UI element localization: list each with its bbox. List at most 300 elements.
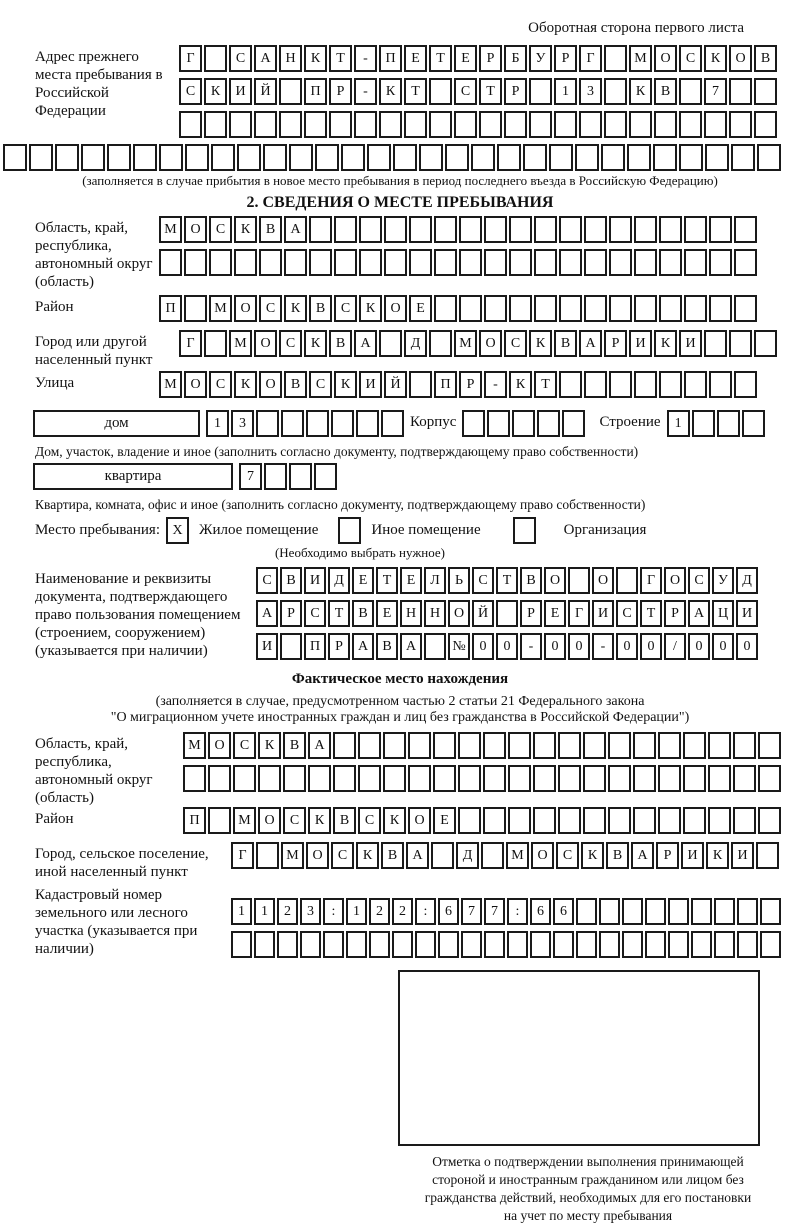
char-cell[interactable] (645, 931, 666, 958)
char-cell[interactable]: И (229, 78, 252, 105)
char-cell[interactable]: У (712, 567, 734, 594)
char-cell[interactable] (683, 765, 706, 792)
char-cell[interactable] (204, 45, 227, 72)
char-cell[interactable]: С (454, 78, 477, 105)
char-cell[interactable] (484, 295, 507, 322)
char-cell[interactable] (704, 330, 727, 357)
char-cell[interactable] (29, 144, 53, 171)
char-cell[interactable] (424, 633, 446, 660)
char-cell[interactable]: С (334, 295, 357, 322)
char-cell[interactable]: К (334, 371, 357, 398)
char-cell[interactable]: - (520, 633, 542, 660)
char-cell[interactable]: Г (568, 600, 590, 627)
stay-checkbox-org[interactable] (513, 517, 536, 544)
char-cell[interactable] (534, 216, 557, 243)
char-cell[interactable]: Г (231, 842, 254, 869)
char-cell[interactable]: Г (579, 45, 602, 72)
char-cell[interactable]: Н (279, 45, 302, 72)
char-cell[interactable]: 7 (484, 898, 505, 925)
char-cell[interactable]: 0 (496, 633, 518, 660)
char-cell[interactable] (3, 144, 27, 171)
char-cell[interactable] (184, 295, 207, 322)
char-cell[interactable] (209, 249, 232, 276)
char-cell[interactable]: А (406, 842, 429, 869)
char-cell[interactable] (645, 898, 666, 925)
char-cell[interactable]: К (308, 807, 331, 834)
char-cell[interactable] (237, 144, 261, 171)
char-cell[interactable] (583, 807, 606, 834)
char-cell[interactable] (575, 144, 599, 171)
char-cell[interactable] (509, 295, 532, 322)
char-cell[interactable] (758, 807, 781, 834)
char-cell[interactable] (107, 144, 131, 171)
char-cell[interactable]: В (283, 732, 306, 759)
char-cell[interactable]: Р (664, 600, 686, 627)
char-cell[interactable] (679, 144, 703, 171)
char-cell[interactable]: Е (454, 45, 477, 72)
char-cell[interactable] (409, 249, 432, 276)
char-cell[interactable]: : (415, 898, 436, 925)
char-cell[interactable]: Ц (712, 600, 734, 627)
char-cell[interactable]: Р (459, 371, 482, 398)
char-cell[interactable]: О (592, 567, 614, 594)
char-cell[interactable] (734, 295, 757, 322)
char-cell[interactable] (714, 931, 735, 958)
char-cell[interactable] (733, 807, 756, 834)
char-cell[interactable] (668, 898, 689, 925)
char-cell[interactable] (604, 45, 627, 72)
char-cell[interactable]: В (654, 78, 677, 105)
char-cell[interactable]: : (323, 898, 344, 925)
char-cell[interactable]: Й (472, 600, 494, 627)
char-cell[interactable]: В (259, 216, 282, 243)
char-cell[interactable]: О (384, 295, 407, 322)
char-cell[interactable] (554, 111, 577, 138)
char-cell[interactable] (579, 111, 602, 138)
char-cell[interactable]: П (304, 78, 327, 105)
char-cell[interactable]: К (581, 842, 604, 869)
char-cell[interactable] (458, 807, 481, 834)
char-cell[interactable] (408, 765, 431, 792)
char-cell[interactable]: С (233, 732, 256, 759)
char-cell[interactable] (234, 249, 257, 276)
char-cell[interactable] (204, 330, 227, 357)
char-cell[interactable]: О (654, 45, 677, 72)
char-cell[interactable] (309, 216, 332, 243)
char-cell[interactable] (634, 371, 657, 398)
char-cell[interactable]: К (654, 330, 677, 357)
char-cell[interactable]: 2 (277, 898, 298, 925)
char-cell[interactable]: В (520, 567, 542, 594)
char-cell[interactable] (458, 732, 481, 759)
char-cell[interactable]: С (279, 330, 302, 357)
char-cell[interactable] (692, 410, 715, 437)
char-cell[interactable] (562, 410, 585, 437)
char-cell[interactable] (568, 567, 590, 594)
char-cell[interactable]: 1 (206, 410, 229, 437)
char-cell[interactable] (709, 249, 732, 276)
char-cell[interactable] (334, 249, 357, 276)
char-cell[interactable]: М (183, 732, 206, 759)
char-cell[interactable] (381, 410, 404, 437)
char-cell[interactable] (668, 931, 689, 958)
char-cell[interactable] (508, 732, 531, 759)
char-cell[interactable]: 6 (530, 898, 551, 925)
char-cell[interactable] (604, 78, 627, 105)
char-cell[interactable] (559, 295, 582, 322)
char-cell[interactable] (609, 371, 632, 398)
char-cell[interactable]: В (309, 295, 332, 322)
char-cell[interactable] (369, 931, 390, 958)
char-cell[interactable]: С (209, 371, 232, 398)
char-cell[interactable] (734, 371, 757, 398)
char-cell[interactable] (346, 931, 367, 958)
char-cell[interactable]: 0 (640, 633, 662, 660)
char-cell[interactable] (383, 765, 406, 792)
char-cell[interactable]: И (731, 842, 754, 869)
char-cell[interactable] (333, 765, 356, 792)
char-cell[interactable]: С (209, 216, 232, 243)
char-cell[interactable] (559, 249, 582, 276)
char-cell[interactable] (404, 111, 427, 138)
char-cell[interactable] (279, 78, 302, 105)
char-cell[interactable]: О (448, 600, 470, 627)
char-cell[interactable]: Д (328, 567, 350, 594)
char-cell[interactable] (341, 144, 365, 171)
char-cell[interactable]: М (506, 842, 529, 869)
char-cell[interactable]: Т (640, 600, 662, 627)
char-cell[interactable]: Й (254, 78, 277, 105)
char-cell[interactable] (708, 765, 731, 792)
char-cell[interactable]: О (258, 807, 281, 834)
char-cell[interactable]: В (329, 330, 352, 357)
char-cell[interactable]: О (184, 371, 207, 398)
char-cell[interactable]: О (664, 567, 686, 594)
char-cell[interactable]: Р (280, 600, 302, 627)
char-cell[interactable] (653, 144, 677, 171)
char-cell[interactable] (304, 111, 327, 138)
char-cell[interactable] (691, 898, 712, 925)
char-cell[interactable] (496, 600, 518, 627)
char-cell[interactable]: К (304, 45, 327, 72)
char-cell[interactable]: Е (352, 567, 374, 594)
char-cell[interactable]: И (304, 567, 326, 594)
char-cell[interactable] (409, 216, 432, 243)
char-cell[interactable]: О (544, 567, 566, 594)
char-cell[interactable] (599, 931, 620, 958)
char-cell[interactable] (254, 111, 277, 138)
char-cell[interactable] (507, 931, 528, 958)
char-cell[interactable] (708, 732, 731, 759)
char-cell[interactable] (256, 842, 279, 869)
char-cell[interactable]: К (234, 371, 257, 398)
char-cell[interactable]: Д (404, 330, 427, 357)
char-cell[interactable] (383, 732, 406, 759)
char-cell[interactable] (729, 78, 752, 105)
char-cell[interactable] (634, 249, 657, 276)
char-cell[interactable] (204, 111, 227, 138)
char-cell[interactable]: И (681, 842, 704, 869)
char-cell[interactable] (733, 732, 756, 759)
char-cell[interactable]: Г (179, 45, 202, 72)
char-cell[interactable]: К (509, 371, 532, 398)
char-cell[interactable]: Й (384, 371, 407, 398)
char-cell[interactable]: К (204, 78, 227, 105)
char-cell[interactable] (55, 144, 79, 171)
char-cell[interactable]: Ь (448, 567, 470, 594)
char-cell[interactable]: А (308, 732, 331, 759)
char-cell[interactable]: С (472, 567, 494, 594)
char-cell[interactable] (379, 111, 402, 138)
char-cell[interactable]: Б (504, 45, 527, 72)
char-cell[interactable] (622, 898, 643, 925)
char-cell[interactable]: 3 (231, 410, 254, 437)
char-cell[interactable] (734, 216, 757, 243)
char-cell[interactable] (760, 931, 781, 958)
char-cell[interactable] (259, 249, 282, 276)
char-cell[interactable]: Е (433, 807, 456, 834)
char-cell[interactable] (584, 216, 607, 243)
char-cell[interactable] (231, 931, 252, 958)
char-cell[interactable]: Р (656, 842, 679, 869)
char-cell[interactable]: 3 (579, 78, 602, 105)
char-cell[interactable] (504, 111, 527, 138)
char-cell[interactable]: К (284, 295, 307, 322)
char-cell[interactable] (133, 144, 157, 171)
char-cell[interactable] (537, 410, 560, 437)
char-cell[interactable] (683, 732, 706, 759)
char-cell[interactable]: К (258, 732, 281, 759)
char-cell[interactable] (159, 144, 183, 171)
char-cell[interactable] (459, 216, 482, 243)
char-cell[interactable]: И (736, 600, 758, 627)
char-cell[interactable]: Е (400, 567, 422, 594)
char-cell[interactable] (558, 765, 581, 792)
char-cell[interactable] (333, 732, 356, 759)
char-cell[interactable]: 1 (231, 898, 252, 925)
char-cell[interactable] (576, 898, 597, 925)
char-cell[interactable] (709, 371, 732, 398)
char-cell[interactable] (289, 144, 313, 171)
char-cell[interactable]: 7 (704, 78, 727, 105)
char-cell[interactable]: Т (534, 371, 557, 398)
char-cell[interactable]: - (354, 78, 377, 105)
char-cell[interactable] (431, 842, 454, 869)
char-cell[interactable]: С (616, 600, 638, 627)
char-cell[interactable]: 1 (254, 898, 275, 925)
char-cell[interactable] (314, 463, 337, 490)
char-cell[interactable]: В (606, 842, 629, 869)
char-cell[interactable] (583, 732, 606, 759)
char-cell[interactable]: П (183, 807, 206, 834)
char-cell[interactable] (459, 249, 482, 276)
char-cell[interactable] (633, 765, 656, 792)
char-cell[interactable] (659, 295, 682, 322)
char-cell[interactable]: Р (520, 600, 542, 627)
char-cell[interactable] (280, 633, 302, 660)
char-cell[interactable] (487, 410, 510, 437)
char-cell[interactable] (658, 732, 681, 759)
char-cell[interactable]: В (754, 45, 777, 72)
char-cell[interactable] (483, 732, 506, 759)
char-cell[interactable] (508, 807, 531, 834)
char-cell[interactable] (483, 807, 506, 834)
char-cell[interactable] (229, 111, 252, 138)
char-cell[interactable]: С (331, 842, 354, 869)
char-cell[interactable]: К (529, 330, 552, 357)
char-cell[interactable] (601, 144, 625, 171)
char-cell[interactable] (419, 144, 443, 171)
char-cell[interactable] (481, 842, 504, 869)
stay-checkbox-zhiloe[interactable]: X (166, 517, 189, 544)
char-cell[interactable]: О (531, 842, 554, 869)
char-cell[interactable]: М (229, 330, 252, 357)
char-cell[interactable]: В (280, 567, 302, 594)
char-cell[interactable]: Л (424, 567, 446, 594)
char-cell[interactable]: С (688, 567, 710, 594)
char-cell[interactable] (737, 898, 758, 925)
char-cell[interactable]: 1 (667, 410, 690, 437)
char-cell[interactable] (438, 931, 459, 958)
char-cell[interactable]: С (229, 45, 252, 72)
char-cell[interactable] (329, 111, 352, 138)
char-cell[interactable] (729, 111, 752, 138)
char-cell[interactable]: П (159, 295, 182, 322)
char-cell[interactable]: С (259, 295, 282, 322)
char-cell[interactable] (622, 931, 643, 958)
char-cell[interactable] (277, 931, 298, 958)
char-cell[interactable]: № (448, 633, 470, 660)
char-cell[interactable] (549, 144, 573, 171)
char-cell[interactable] (359, 216, 382, 243)
char-cell[interactable]: 0 (472, 633, 494, 660)
char-cell[interactable]: 1 (346, 898, 367, 925)
char-cell[interactable] (684, 216, 707, 243)
char-cell[interactable]: Г (179, 330, 202, 357)
char-cell[interactable]: П (434, 371, 457, 398)
char-cell[interactable] (331, 410, 354, 437)
char-cell[interactable] (634, 216, 657, 243)
char-cell[interactable] (654, 111, 677, 138)
char-cell[interactable] (379, 330, 402, 357)
char-cell[interactable] (508, 765, 531, 792)
char-cell[interactable]: / (664, 633, 686, 660)
char-cell[interactable] (283, 765, 306, 792)
char-cell[interactable] (358, 732, 381, 759)
char-cell[interactable] (409, 371, 432, 398)
char-cell[interactable]: Т (328, 600, 350, 627)
char-cell[interactable]: О (306, 842, 329, 869)
char-cell[interactable] (434, 249, 457, 276)
char-cell[interactable] (184, 249, 207, 276)
char-cell[interactable] (529, 78, 552, 105)
char-cell[interactable] (179, 111, 202, 138)
char-cell[interactable] (705, 144, 729, 171)
char-cell[interactable] (308, 765, 331, 792)
char-cell[interactable] (484, 931, 505, 958)
char-cell[interactable] (709, 216, 732, 243)
char-cell[interactable] (384, 249, 407, 276)
char-cell[interactable]: Т (429, 45, 452, 72)
char-cell[interactable] (608, 765, 631, 792)
char-cell[interactable]: Е (409, 295, 432, 322)
char-cell[interactable]: С (256, 567, 278, 594)
char-cell[interactable]: 3 (300, 898, 321, 925)
char-cell[interactable]: - (354, 45, 377, 72)
char-cell[interactable]: И (629, 330, 652, 357)
char-cell[interactable]: Е (544, 600, 566, 627)
char-cell[interactable]: В (381, 842, 404, 869)
char-cell[interactable] (300, 931, 321, 958)
char-cell[interactable] (434, 216, 457, 243)
char-cell[interactable]: В (554, 330, 577, 357)
char-cell[interactable]: Д (736, 567, 758, 594)
char-cell[interactable] (358, 765, 381, 792)
char-cell[interactable] (384, 216, 407, 243)
char-cell[interactable]: М (454, 330, 477, 357)
char-cell[interactable]: К (356, 842, 379, 869)
char-cell[interactable] (558, 732, 581, 759)
char-cell[interactable] (691, 931, 712, 958)
char-cell[interactable] (558, 807, 581, 834)
char-cell[interactable] (608, 807, 631, 834)
char-cell[interactable]: Е (376, 600, 398, 627)
char-cell[interactable]: К (629, 78, 652, 105)
char-cell[interactable] (553, 931, 574, 958)
char-cell[interactable]: 0 (568, 633, 590, 660)
char-cell[interactable]: М (233, 807, 256, 834)
char-cell[interactable]: К (383, 807, 406, 834)
char-cell[interactable]: В (333, 807, 356, 834)
char-cell[interactable]: 7 (461, 898, 482, 925)
char-cell[interactable]: А (579, 330, 602, 357)
char-cell[interactable]: А (354, 330, 377, 357)
char-cell[interactable] (459, 295, 482, 322)
char-cell[interactable]: 0 (688, 633, 710, 660)
char-cell[interactable] (599, 898, 620, 925)
char-cell[interactable] (429, 111, 452, 138)
char-cell[interactable] (714, 898, 735, 925)
char-cell[interactable] (733, 765, 756, 792)
char-cell[interactable]: О (254, 330, 277, 357)
char-cell[interactable]: В (284, 371, 307, 398)
char-cell[interactable] (684, 249, 707, 276)
char-cell[interactable] (633, 807, 656, 834)
char-cell[interactable] (629, 111, 652, 138)
char-cell[interactable]: П (304, 633, 326, 660)
char-cell[interactable]: С (283, 807, 306, 834)
char-cell[interactable]: С (309, 371, 332, 398)
char-cell[interactable] (284, 249, 307, 276)
char-cell[interactable] (584, 295, 607, 322)
char-cell[interactable]: А (256, 600, 278, 627)
char-cell[interactable] (709, 295, 732, 322)
char-cell[interactable]: М (209, 295, 232, 322)
char-cell[interactable] (583, 765, 606, 792)
char-cell[interactable] (185, 144, 209, 171)
char-cell[interactable] (483, 765, 506, 792)
char-cell[interactable]: Т (329, 45, 352, 72)
char-cell[interactable] (471, 144, 495, 171)
char-cell[interactable] (392, 931, 413, 958)
char-cell[interactable] (433, 765, 456, 792)
char-cell[interactable]: 7 (239, 463, 262, 490)
char-cell[interactable] (509, 249, 532, 276)
char-cell[interactable] (627, 144, 651, 171)
char-cell[interactable]: Т (376, 567, 398, 594)
char-cell[interactable] (289, 463, 312, 490)
char-cell[interactable] (534, 295, 557, 322)
